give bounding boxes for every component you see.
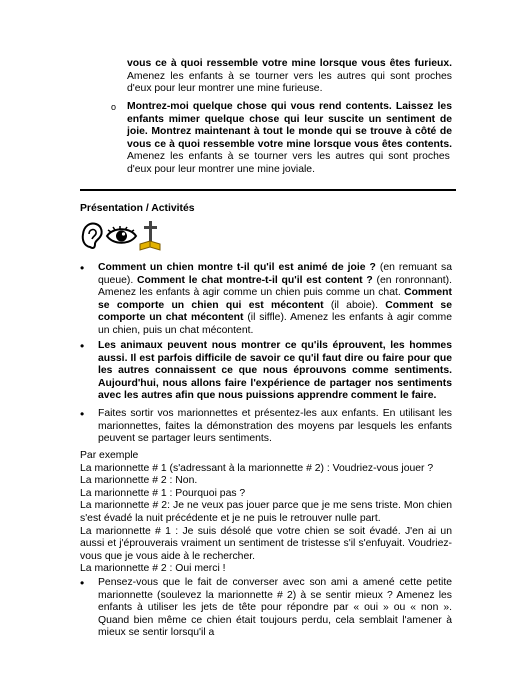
question-cat-angry: Comment se comporte un chat mécontent [98,299,452,324]
sub-bullet-paragraph [127,101,452,177]
activity-icons [80,220,170,252]
bible-cross-icon [140,221,160,250]
question-dog-angry: Comment se comporte un chien qui est mécontent [98,287,452,311]
dialogue-line: La marionnette # 2 : Non. [80,475,198,487]
section-divider [80,189,456,191]
bullet-paragraph-3: Faites sortir vos marionnettes et présentez-les aux enfants. En utilisant les marionnettes, faites la démonstration des moyens par lesquels les enfants peuvent se partager leurs sentiments. [98,408,452,445]
sub-bullet-marker: o [111,102,117,112]
sub-bullet-item [111,101,452,177]
question-cat-content: Comment le chat montre-t-il qu'il est content ? [137,274,373,286]
dialogue-line: La marionnette # 1 : Pourquoi pas ? [80,487,246,499]
answer-cat-content: (en ronronnant). Amenez les enfants à agir comme un chien puis comme un chat. [98,274,452,299]
dialogue-line: La marionnette # 2: Je ne veux pas jouer parce que je me sens triste. Mon chien s'est évadé la nuit précédente et je ne puis le retrouver nulle part. [80,500,452,524]
bullet-marker: • [80,261,85,275]
continuation-text: Amenez les enfants à se tourner vers les autres qui sont proches d'eux pour leur montrer une mine furieuse. [127,70,452,95]
dialogue-line: La marionnette # 1 (s'adressant à la marionnette # 2) : Voudriez-vous jouer ? [80,462,434,474]
example-heading: Par exemple [80,450,139,461]
bullet-item-puppets [80,407,452,446]
example-dialogue [80,450,452,576]
bullet-item-conversation [80,576,452,640]
bullet-paragraph-4: Pensez-vous que le fait de converser avec son ami a amené cette petite marionnette (soulevez la marionnette # 2) à se sentir mieux ? Amenez les enfants à utiliser les jets de tête pour répondre par « oui » ou « non ». Quand bien même ce chien était toujours perdu, cela semblait l'amener à mieux se sentir lorsqu'il a [98,577,452,639]
eye-icon [107,226,136,243]
answer-dog-angry: (il aboie). [323,299,386,311]
sub-bullet-text: Amenez les enfants à se tourner vers les autres qui sont proches d'eux pour leur montrer une mine joviale. [127,151,450,175]
bullet-item-sharing-feelings [80,339,452,403]
bullet-marker: • [80,407,85,421]
dialogue-line: La marionnette # 2 : Oui merci ! [80,563,226,575]
answer-dog-joy: (en remuant sa queue). [98,262,452,286]
question-dog-joy: Comment un chien montre t-il qu'il est animé de joie ? [98,262,376,273]
continuation-bold: vous ce à quoi ressemble votre mine lorsque vous êtes furieux. [127,58,452,69]
section-title: Présentation / Activités [80,203,195,214]
bullet-paragraph-1 [98,262,452,338]
ear-icon [83,223,102,248]
bullet-item-animals-emotions [80,261,452,338]
answer-cat-angry: (il siffle). Amenez les enfants à agir comme un chien, puis un chat mécontent. [98,312,452,336]
bullet-marker: • [80,576,85,590]
sub-bullet-bold: Montrez-moi quelque chose qui vous rend contents. Laissez les enfants mimer quelque chose qui leur suscite un sentiment de joie. Montrez maintenant à tout le monde qui se trouve à côté de vous ce à quoi ressemble votre mine lorsque vous êtes contents. [127,101,452,150]
continuation-paragraph [127,58,452,96]
bullet-marker: • [80,339,85,353]
dialogue-line: La marionnette # 1 : Je suis désolé que votre chien se soit évadé. J'en ai un aussi et j'éprouverais vraiment un sentiment de tristesse s'il s'enfuyait. Voudriez-vous que je vous aide à le rechercher. [80,525,452,562]
bullet-paragraph-2: Les animaux peuvent nous montrer ce qu'ils éprouvent, les hommes aussi. Il est parfois difficile de savoir ce qu'il faut dire ou faire pour que les autres connaissent ce que nous éprouvons comme sentiments. Aujourd'hui, nous allons faire l'expérience de partager nos sentiments avec les autres afin que nous puissions apprendre comment le faire. [98,340,452,402]
